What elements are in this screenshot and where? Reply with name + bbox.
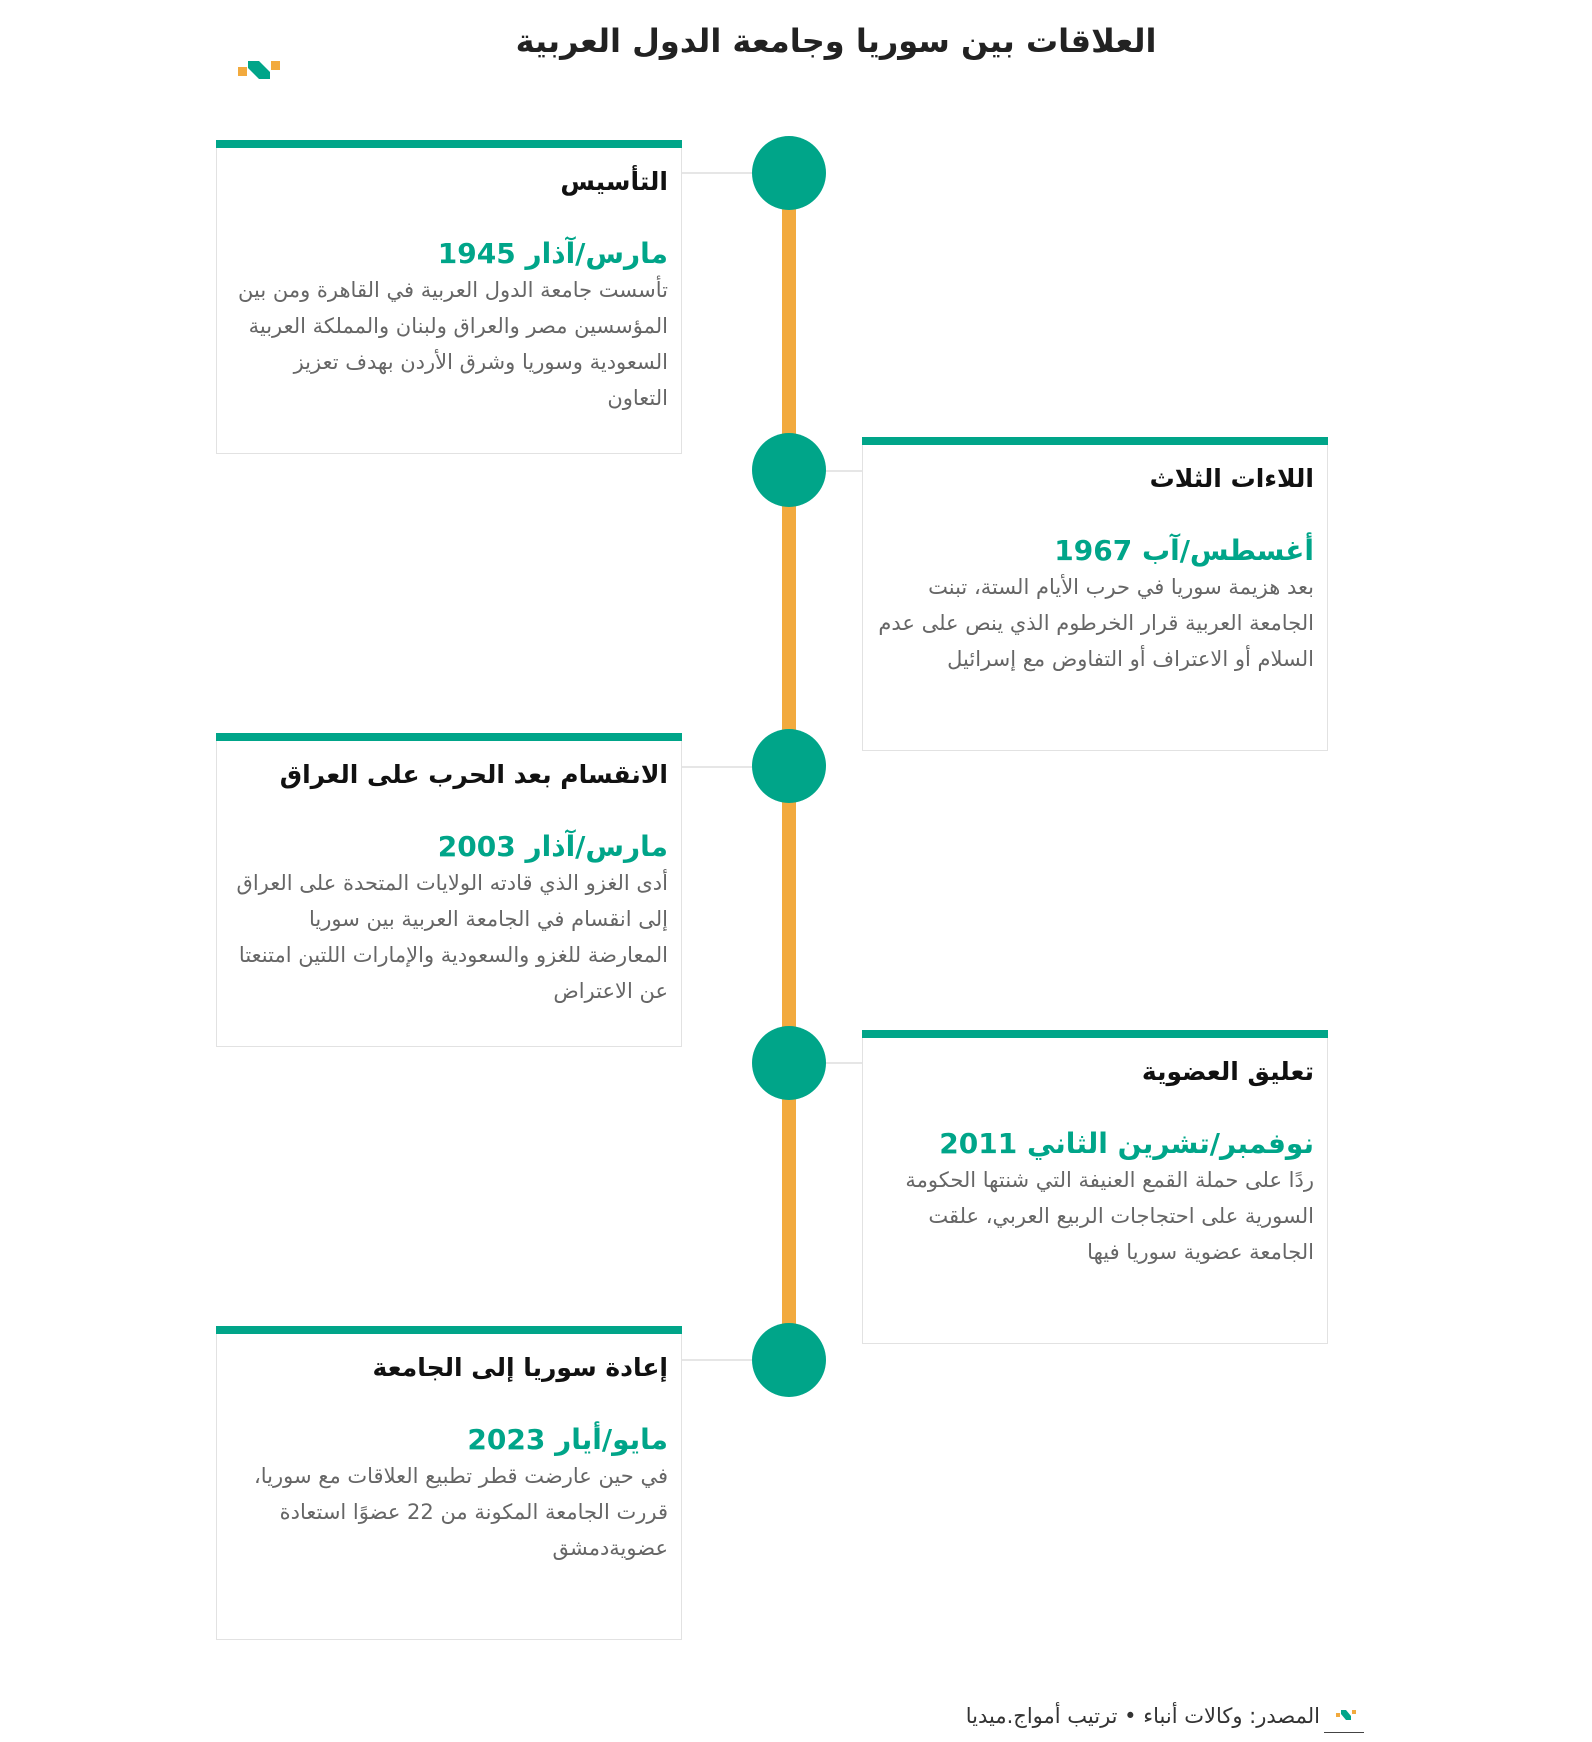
brand-logo-icon [238,60,280,80]
event-description: ردًا على حملة القمع العنيفة التي شنتها الحكومة السورية على احتجاجات الربيع العربي، علقت الجامعة عضوية سوريا فيها [905,1168,1314,1264]
timeline-marker [752,1323,826,1397]
timeline-connector [682,1359,762,1361]
event-title: اللاءات الثلاث [1149,464,1314,493]
timeline-marker [752,433,826,507]
event-description: أدى الغزو الذي قادته الولايات المتحدة على العراق إلى انقسام في الجامعة العربية بين سوريا المعارضة للغزو والسعودية والإمارات اللتين امتنعتا عن الاعتراض [236,871,668,1003]
event-date: أغسطس/آب 1967 [1054,534,1314,567]
timeline-connector [682,766,762,768]
timeline-marker [752,729,826,803]
event-date: مارس/آذار 2003 [437,830,668,863]
timeline-connector [682,172,762,174]
card-accent-bar [216,1326,682,1334]
event-date: مارس/آذار 1945 [437,237,668,270]
event-date: نوفمبر/تشرين الثاني 2011 [939,1127,1314,1160]
timeline-marker [752,136,826,210]
source-logo-icon [1336,1708,1356,1722]
timeline-card [216,140,682,454]
timeline-marker [752,1026,826,1100]
event-title: التأسيس [560,167,668,196]
timeline-card [862,1030,1328,1344]
card-accent-bar [216,733,682,741]
timeline-card [216,733,682,1047]
card-accent-bar [862,437,1328,445]
event-description: في حين عارضت قطر تطبيع العلاقات مع سوريا، قررت الجامعة المكونة من 22 عضوًا استعادة عضويةدمشق [253,1464,668,1560]
event-title: إعادة سوريا إلى الجامعة [372,1353,668,1382]
card-accent-bar [862,1030,1328,1038]
page-title: العلاقات بين سوريا وجامعة الدول العربية [515,22,1157,60]
source-underline [1324,1732,1364,1733]
event-title: تعليق العضوية [1141,1057,1314,1086]
timeline-card [862,437,1328,751]
source-note: المصدر: وكالات أنباء • ترتيب أمواج.ميديا [965,1704,1320,1728]
timeline-card [216,1326,682,1640]
event-description: تأسست جامعة الدول العربية في القاهرة ومن بين المؤسسين مصر والعراق ولبنان والمملكة العربية السعودية وسوريا وشرق الأردن بهدف تعزيز التعاون [238,278,668,410]
event-description: بعد هزيمة سوريا في حرب الأيام الستة، تبنت الجامعة العربية قرار الخرطوم الذي ينص على عدم السلام أو الاعتراف أو التفاوض مع إسرائيل [878,575,1314,671]
event-date: مايو/أيار 2023 [467,1423,668,1456]
card-accent-bar [216,140,682,148]
event-title: الانقسام بعد الحرب على العراق [279,760,668,789]
